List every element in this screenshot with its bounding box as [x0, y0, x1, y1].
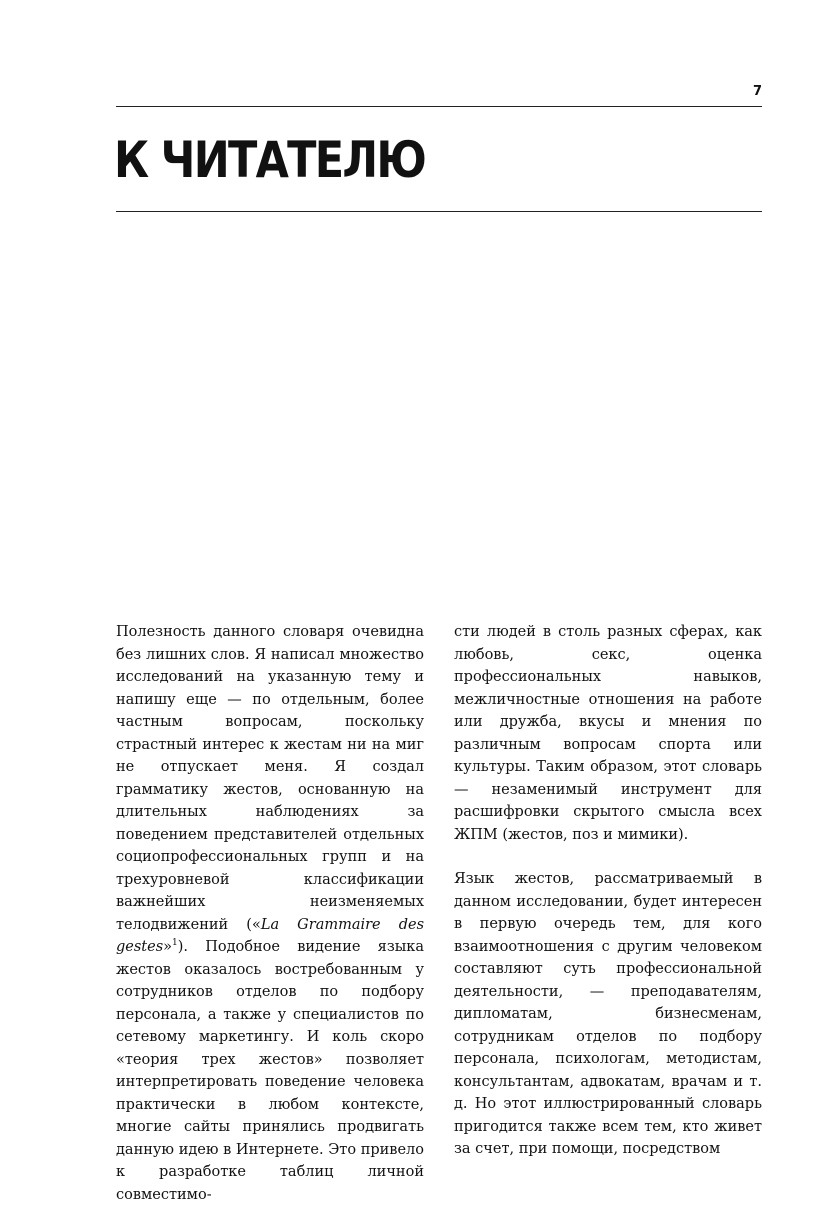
book-title: La Grammaire des gestes	[116, 916, 425, 955]
header-rule	[116, 106, 762, 107]
paragraph-text: ). Подобное видение языка жестов оказалось востребованным у сотрудников отделов по подбору персонала, а также у специалистов по сетевому маркетингу. И коль скоро «теория трех жестов» позволяет интерпретировать поведение человека практически в любом контексте, многие сайты принялись продвигать данную идею в Интернете. Это привело к разработке таблиц личной совместимо-	[116, 939, 424, 1203]
paragraph: сти людей в столь разных сферах, как любовь, секс, оценка профессиональных навыков, межличностные отношения на работе или дружба, вкусы и мнения по различным вопросам спорта или культуры. Таким образом, этот словарь — незаменимый инструмент для расшифровки скрытого смысла всех ЖПМ (жестов, поз и мимики).	[454, 624, 762, 843]
chapter-title: К ЧИТАТЕЛЮ	[114, 131, 426, 189]
text-column-left	[116, 621, 424, 1206]
book-title-close: »	[163, 939, 173, 955]
footnote-mark: 1	[172, 938, 178, 949]
text-column-right	[454, 621, 762, 1161]
paragraph-text: Полезность данного словаря очевидна без лишних слов. Я написал множество исследований на указанную тему и напишу еще — по отдельным, более частным вопросам, поскольку страстный интерес к жестам ни на миг не отпускает меня. Я создал грамматику жестов, основанную на длительных наблюдениях за поведением представителей отдельных социопрофессиональных групп и на трехуровневой классификации важнейших неизменяемых телодвижений («	[116, 624, 424, 933]
page-number: 7	[752, 84, 762, 99]
paragraph	[116, 621, 424, 1206]
title-rule	[116, 211, 762, 212]
paragraph: Язык жестов, рассматриваемый в данном исследовании, будет интересен в первую очередь тем, для кого взаимоотношения с другим человеком составляют суть профессиональной деятельности, — преподавателям, дипломатам, бизнесменам, сотрудникам отделов по подбору персонала, психологам, методистам, консультантам, адвокатам, врачам и т. д. Но этот иллюстрированный словарь пригодится также всем тем, кто живет за счет, при помощи, посредством	[454, 871, 762, 1157]
